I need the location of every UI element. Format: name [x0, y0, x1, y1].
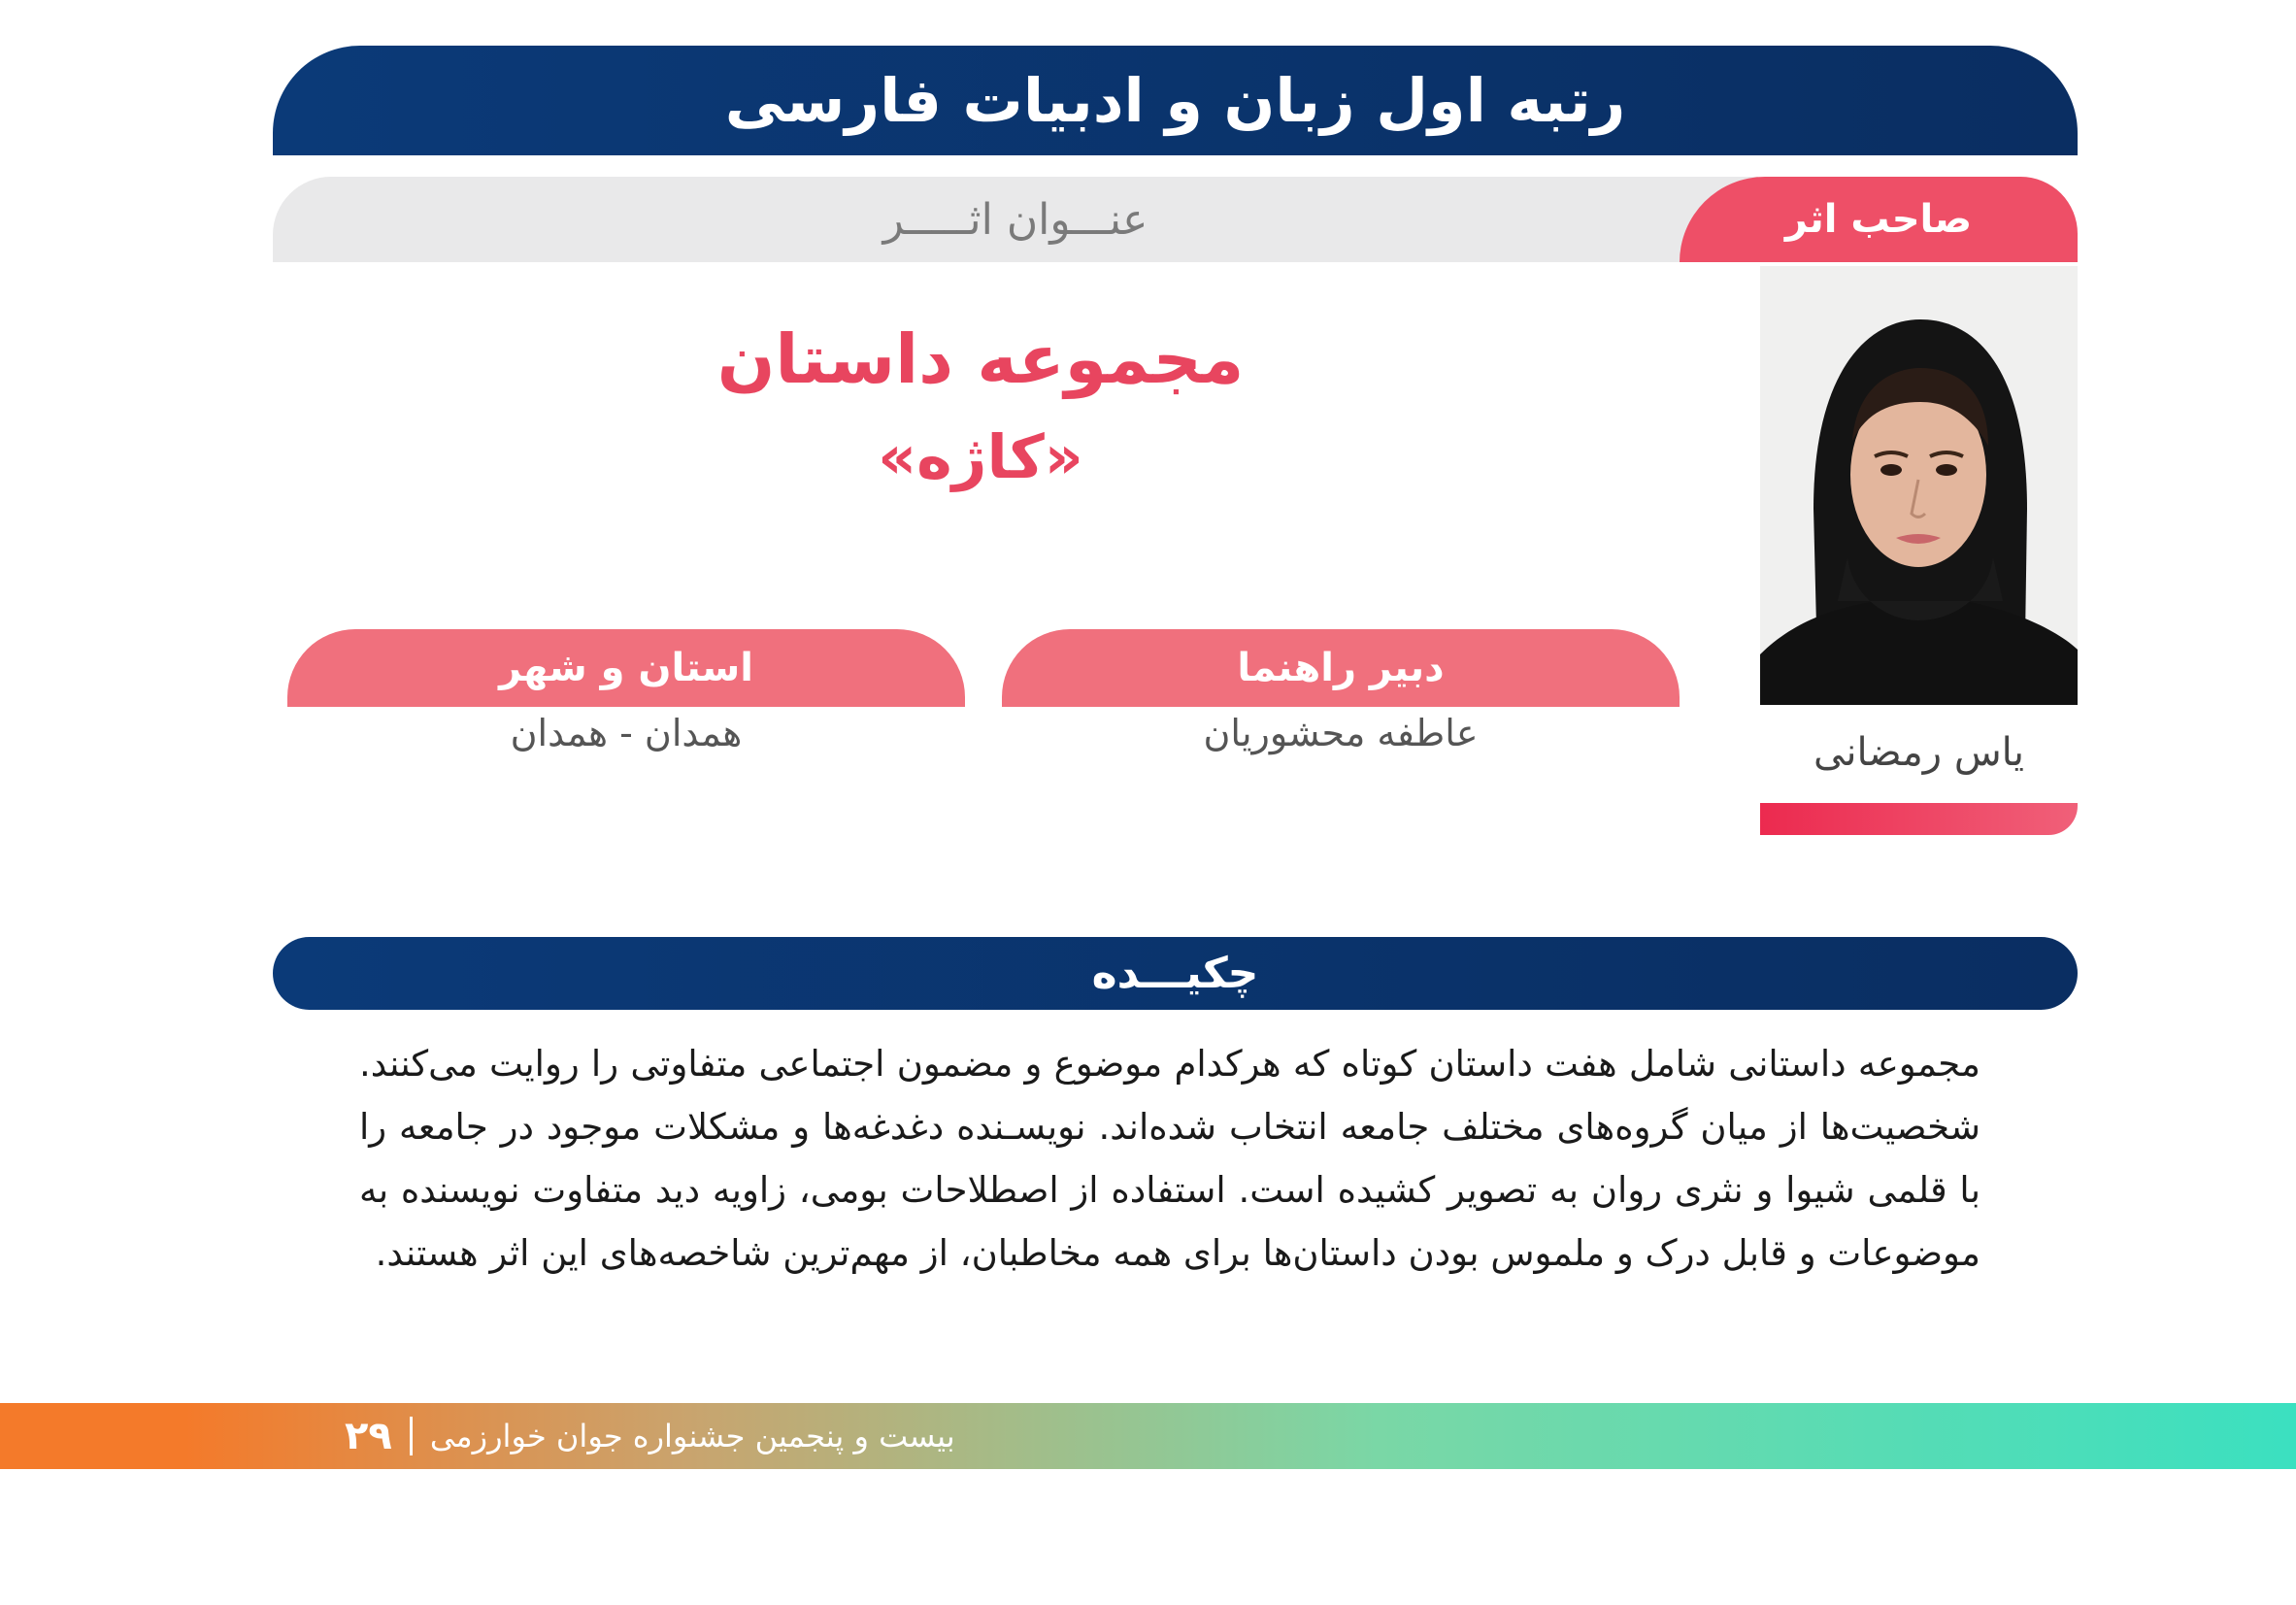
page-title-banner	[273, 46, 2078, 155]
advisor-label: دبیر راهنما	[1237, 646, 1445, 690]
location-tab	[287, 629, 965, 707]
author-photo	[1760, 266, 2078, 705]
author-underline-bar	[1760, 803, 2078, 835]
author-tab-label: صاحب اثر	[1784, 197, 1973, 242]
work-name: مجموعه داستان	[716, 319, 1245, 399]
author-name: یاس رمضانی	[1814, 730, 2024, 775]
advisor-tab	[1002, 629, 1680, 707]
location-value: همدان - همدان	[510, 712, 743, 754]
abstract-banner	[273, 937, 2078, 1010]
footer-separator	[410, 1417, 413, 1455]
location-label: استان و شهر	[499, 646, 753, 690]
author-portrait-illustration	[1760, 266, 2078, 705]
page-title: رتبه اول زبان و ادبیات فارسی	[724, 65, 1626, 136]
advisor-value: عاطفه محشوریان	[1203, 712, 1479, 754]
work-subtitle: «کاژه»	[878, 421, 1083, 492]
author-tab	[1680, 177, 2078, 262]
abstract-title: چکیـــده	[1091, 949, 1259, 998]
footer-content	[345, 1403, 955, 1469]
page-number: ۲۹	[345, 1414, 392, 1458]
work-title-header	[273, 177, 1758, 262]
footer-festival-name: بیست و پنجمین جشنواره جوان خوارزمی	[429, 1418, 955, 1455]
abstract-text: مجموعه داستانی شامل هفت داستان کوتاه که هرکدام موضوع و مضمون اجتماعی متفاوتی را روایت می‌کنند. شخصیت‌ها از میان گروه‌های مختلف جامعه انتخاب شده‌اند. نویسـنده دغدغه‌ها و مشکلات موجود در جامعه را با قلمی شیوا و نثری روان به تصویر کشیده است. استفاده از اصطلاحات بومی، زاویه دید متفاوت نویسنده به موضوعات و قابل درک و ملموس بودن داستان‌ها برای همه مخاطبان، از مهم‌ترین شاخصه‌های این اثر هستند.	[359, 1043, 1980, 1274]
work-title-label: عنـــوان اثـــــر	[882, 194, 1148, 245]
footer-strip	[0, 1403, 2296, 1469]
